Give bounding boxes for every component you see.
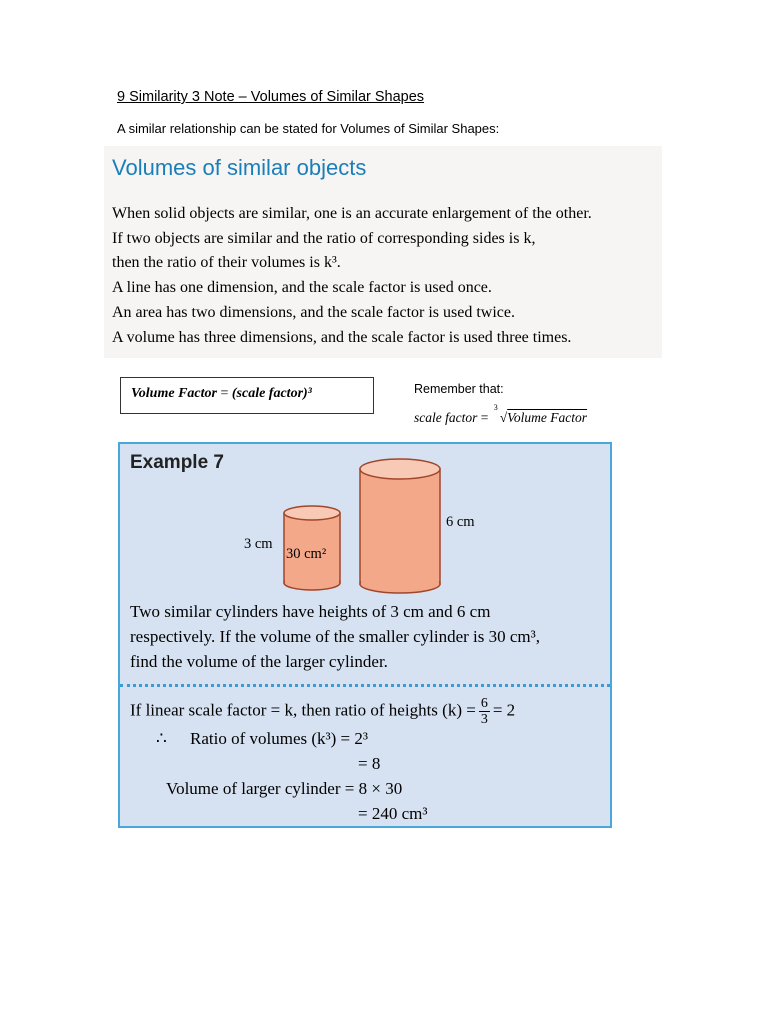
height-ratio-fraction: [479, 696, 490, 727]
example-title: Example 7: [130, 452, 224, 473]
large-cylinder: [360, 459, 440, 593]
fraction-numerator: 6: [480, 696, 488, 711]
problem-line: find the volume of the larger cylinder.: [130, 652, 388, 671]
solution-line-4: Volume of larger cylinder = 8 × 30: [166, 779, 403, 798]
solution-line-1: [130, 696, 515, 727]
panel-line: A volume has three dimensions, and the scale factor is used three times.: [112, 328, 572, 346]
root-index: 3: [493, 403, 498, 412]
problem-statement: [130, 599, 540, 674]
problem-line: Two similar cylinders have heights of 3 cm and 6 cm: [130, 602, 491, 621]
problem-line: respectively. If the volume of the smaller cylinder is 30 cm³,: [130, 627, 540, 646]
volume-factor-formula: [131, 386, 312, 402]
example-7-box: [118, 442, 612, 828]
small-cylinder-height: 3 cm: [244, 536, 273, 552]
volume-factor-formula-box: [120, 377, 374, 414]
dotted-divider: [120, 684, 610, 687]
small-cylinder-volume: 30 cm²: [286, 546, 327, 562]
panel-line: A line has one dimension, and the scale factor is used once.: [112, 279, 492, 297]
solution-line-2: Ratio of volumes (k³) = 2³: [190, 729, 368, 748]
scale-factor-equals: =: [477, 410, 492, 425]
remember-label: Remember that:: [414, 382, 504, 396]
formula-equals: =: [216, 386, 232, 401]
formula-rhs: (scale factor)³: [231, 386, 312, 401]
cube-root-symbol: 3 √: [493, 403, 508, 425]
scale-factor-formula: [414, 403, 588, 426]
panel-title: Volumes of similar objects: [112, 155, 367, 180]
panel-line: An area has two dimensions, and the scale factor is used twice.: [112, 303, 515, 321]
large-cylinder-height: 6 cm: [446, 514, 475, 530]
solution-line-5: = 240 cm³: [358, 804, 428, 823]
panel-text: [112, 202, 592, 350]
scale-factor-lhs: scale factor: [414, 410, 478, 425]
solution-lead: If linear scale factor = k, then ratio of heights (k) =: [130, 700, 476, 720]
cylinders-diagram: [120, 444, 610, 604]
textbook-excerpt: [104, 146, 662, 358]
panel-line: then the ratio of their volumes is k³.: [112, 254, 341, 272]
radicand: Volume Factor: [507, 410, 588, 425]
page-heading: 9 Similarity 3 Note – Volumes of Similar Shapes: [117, 89, 425, 105]
therefore-symbol: ∴: [156, 729, 167, 748]
formula-lhs: Volume Factor: [131, 386, 217, 401]
fraction-denominator: 3: [480, 712, 488, 727]
solution-line-3: = 8: [358, 754, 381, 773]
solution-tail: = 2: [492, 700, 516, 720]
intro-text: A similar relationship can be stated for Volumes of Similar Shapes:: [117, 121, 500, 136]
panel-line: When solid objects are similar, one is an accurate enlargement of the other.: [112, 205, 592, 222]
panel-line: If two objects are similar and the ratio of corresponding sides is k,: [112, 229, 536, 247]
